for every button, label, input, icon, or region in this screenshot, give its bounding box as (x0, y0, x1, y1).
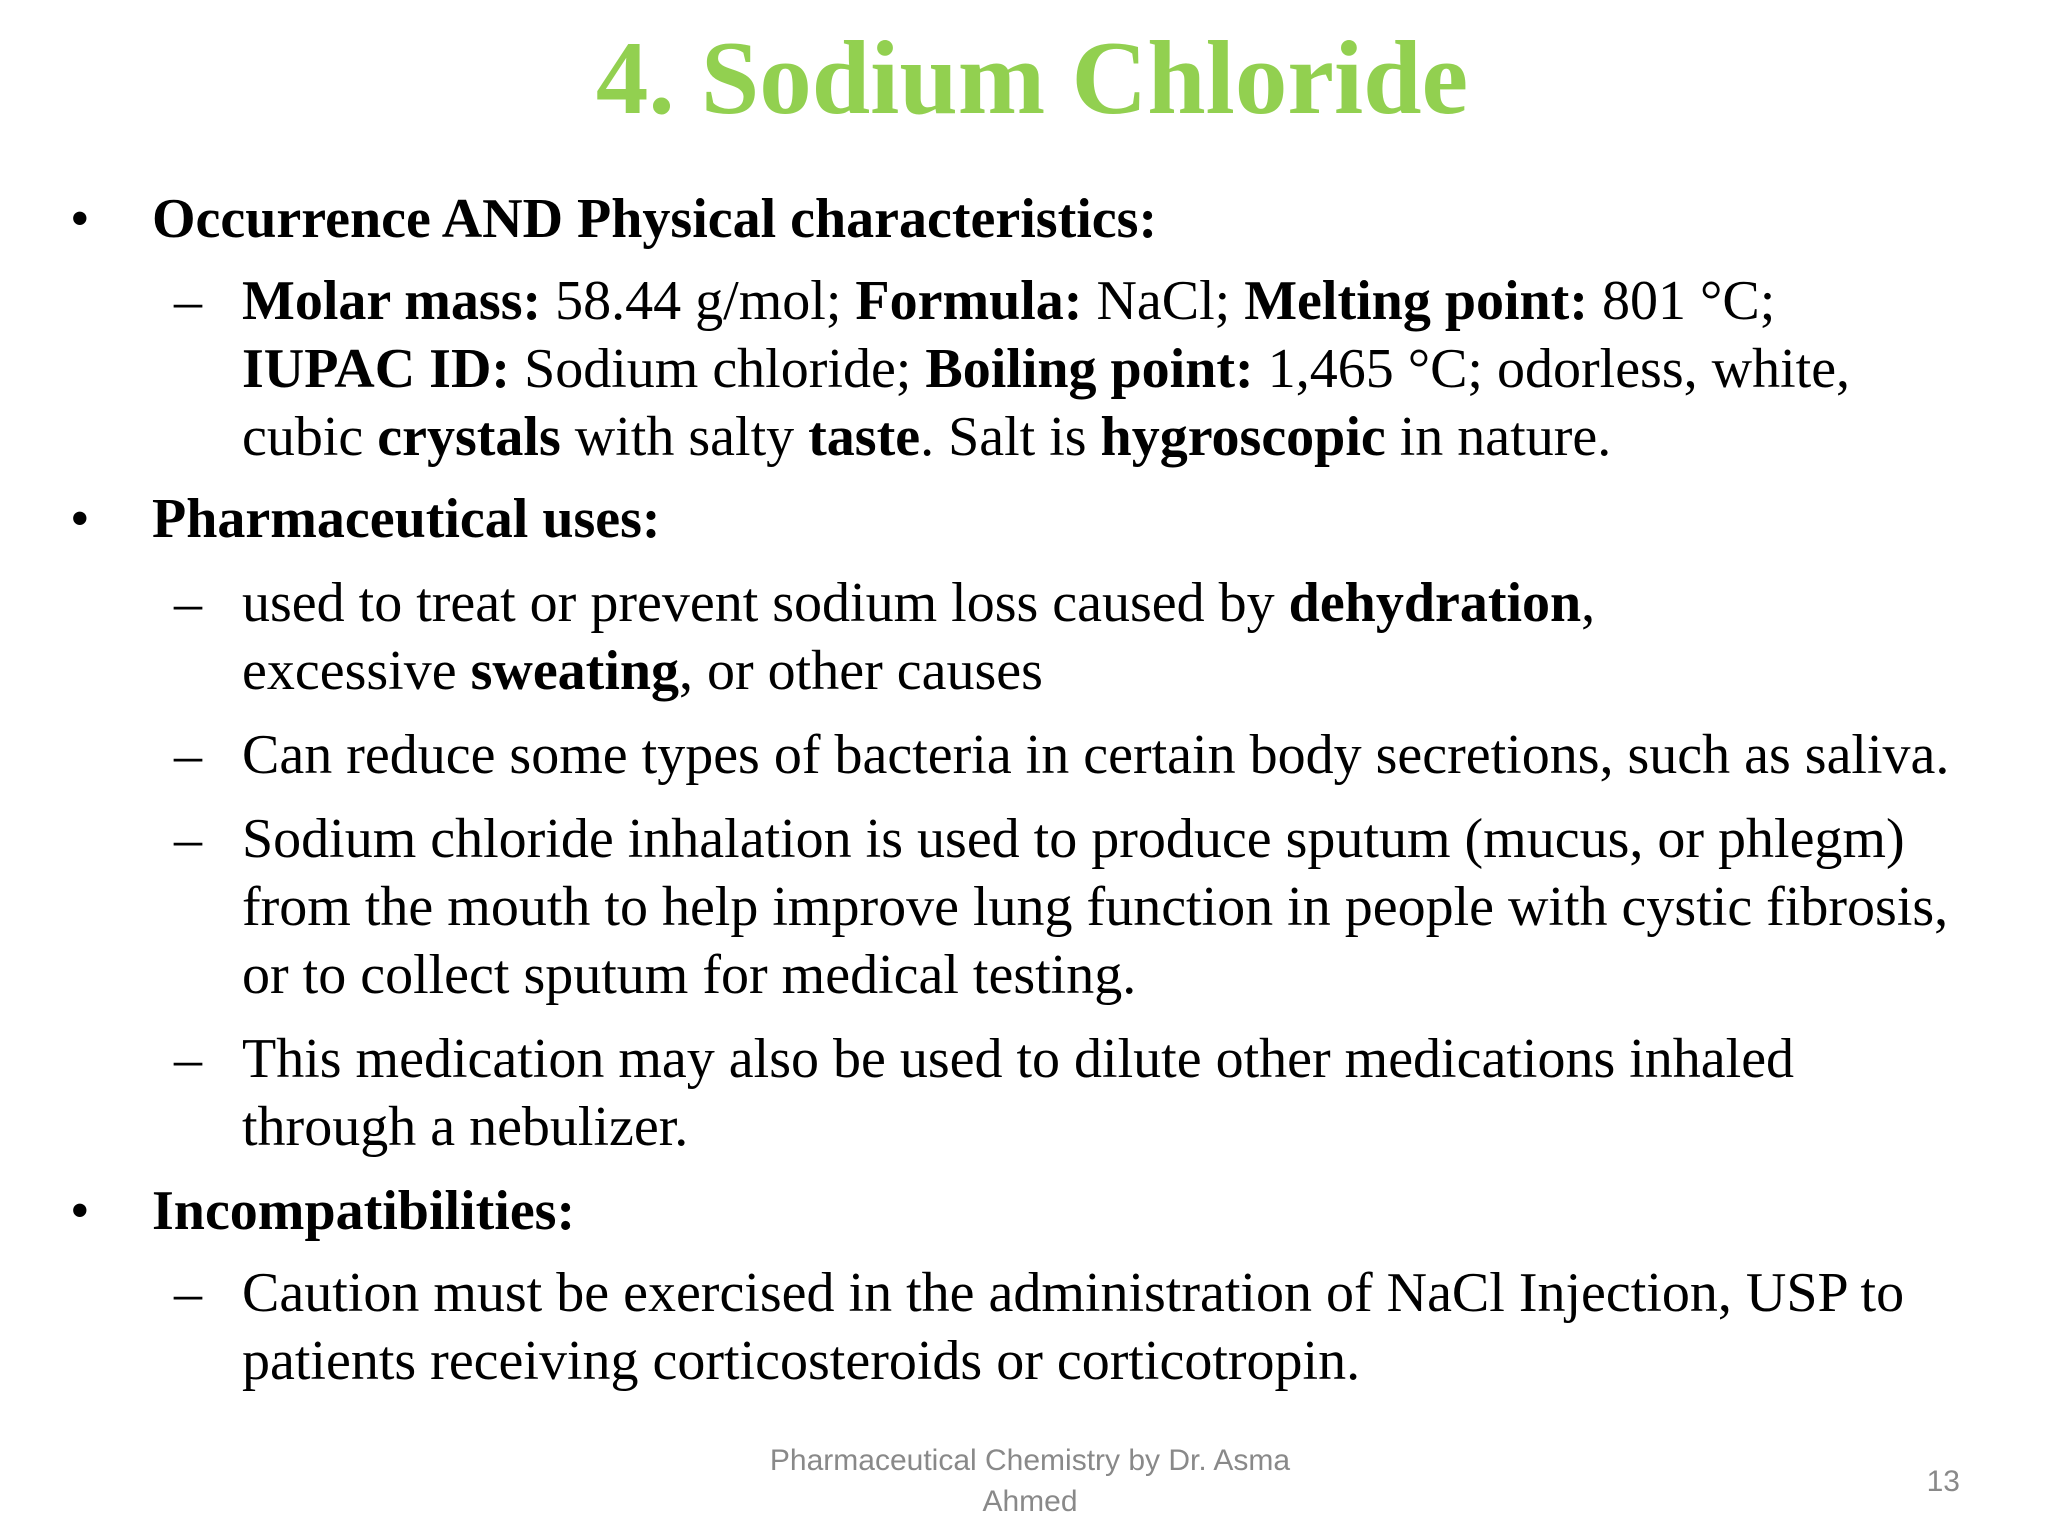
text-line (242, 637, 2030, 705)
text-line: Caution must be exercised in the administration of NaCl Injection, USP to (242, 1262, 1905, 1324)
text-line (242, 267, 2030, 335)
text-run: , or other causes (679, 640, 1043, 702)
bold-term: Formula: (855, 270, 1083, 332)
bold-term: Melting point: (1244, 270, 1588, 332)
dash-marker: – (174, 270, 202, 332)
slide-title: 4. Sodium Chloride (595, 19, 1469, 136)
section-heading-text: Incompatibilities: (152, 1180, 576, 1242)
list-item-caution (70, 1259, 2030, 1395)
section-heading-text: Pharmaceutical uses: (152, 488, 661, 550)
text-run: 1,465 °C; odorless, white, (1253, 338, 1851, 400)
bold-term: crystals (377, 406, 561, 468)
text-run: cubic (242, 406, 378, 468)
page-number: 13 (1926, 1465, 1960, 1498)
text-run: 58.44 g/mol; (541, 270, 856, 332)
text-run: with salty (560, 406, 809, 468)
footer-line: Pharmaceutical Chemistry by Dr. Asma (769, 1444, 1291, 1477)
text-line: or to collect sputum for medical testing. (242, 944, 1137, 1006)
text-line: patients receiving corticosteroids or corticotropin. (242, 1330, 1361, 1392)
bold-term: IUPAC ID: (242, 338, 511, 400)
section-heading-pharmaceutical-uses (70, 485, 2030, 553)
text-run: used to treat or prevent sodium loss caused by (242, 572, 1289, 634)
text-run: 801 °C; (1587, 270, 1776, 332)
bullet-marker: • (70, 1180, 90, 1242)
bullet-marker: • (70, 488, 90, 550)
text-run: NaCl; (1082, 270, 1245, 332)
bold-term: taste (808, 406, 921, 468)
bold-term: Boiling point: (925, 338, 1254, 400)
text-run: , (1581, 572, 1596, 634)
text-line (242, 569, 2030, 637)
text-line (242, 335, 2030, 403)
list-item-dehydration (70, 569, 2030, 705)
bold-term: Molar mass: (242, 270, 542, 332)
section-heading-occurrence (70, 185, 2030, 253)
list-item-inhalation (70, 805, 2030, 1009)
dash-marker: – (174, 572, 202, 634)
bold-term: hygroscopic (1100, 406, 1386, 468)
text-run: Sodium chloride; (510, 338, 926, 400)
dash-marker: – (174, 1262, 202, 1324)
list-item-physical-properties (70, 267, 2030, 471)
text-line: from the mouth to help improve lung function in people with cystic fibrosis, (242, 876, 1949, 938)
text-line: Can reduce some types of bacteria in certain body secretions, such as saliva. (242, 724, 1950, 786)
list-item-bacteria (70, 721, 2030, 789)
text-line (242, 403, 2030, 471)
bold-term: sweating (470, 640, 680, 702)
text-run: excessive (242, 640, 471, 702)
slide-content (70, 185, 2030, 1395)
section-heading-incompatibilities (70, 1177, 2030, 1245)
text-run: in nature. (1385, 406, 1612, 468)
text-line: This medication may also be used to dilute other medications inhaled (242, 1028, 1795, 1090)
section-heading-text: Occurrence AND Physical characteristics: (152, 188, 1158, 250)
text-line: through a nebulizer. (242, 1096, 689, 1158)
dash-marker: – (174, 1028, 202, 1090)
bold-term: dehydration (1288, 572, 1582, 634)
text-run: . Salt is (920, 406, 1101, 468)
footer-author (730, 1440, 1330, 1522)
list-item-nebulizer (70, 1025, 2030, 1161)
dash-marker: – (174, 808, 202, 870)
footer-line: Ahmed (982, 1485, 1078, 1518)
bullet-marker: • (70, 188, 90, 250)
text-line: Sodium chloride inhalation is used to produce sputum (mucus, or phlegm) (242, 808, 1905, 870)
dash-marker: – (174, 724, 202, 786)
